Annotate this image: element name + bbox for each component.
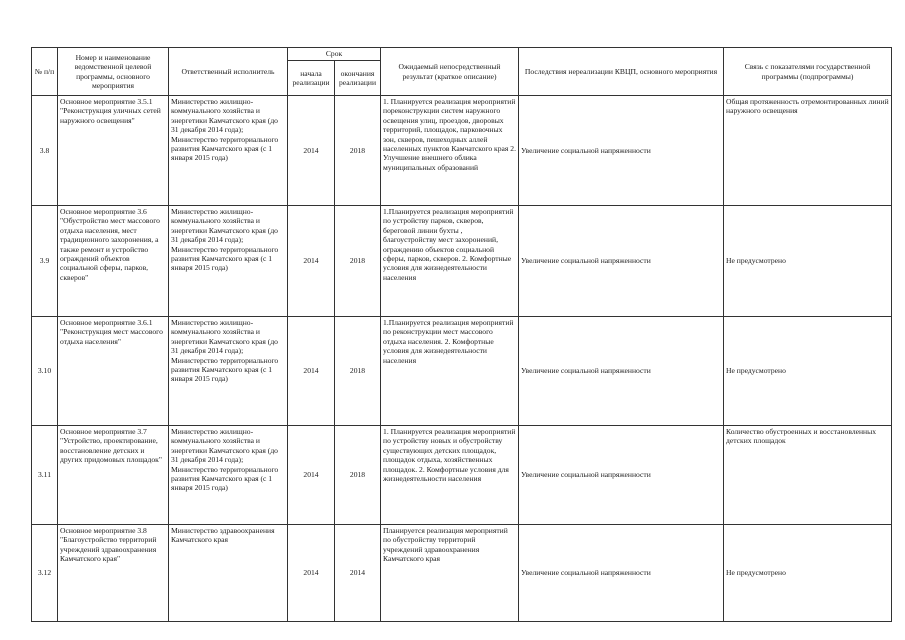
result-cell: 1. Планируется реализация мероприятий по устройству новых и обустройству существующих детских площадок, площадок отдыха, хозяйственных площадок. 2. Комфортные условия для жизнедеятельности населения: [381, 426, 519, 525]
row-number: 3.8: [32, 96, 58, 206]
end-year: 2018: [335, 206, 381, 317]
end-year: 2018: [335, 96, 381, 206]
program-cell: Основное мероприятие 3.6 "Обустройство мест массового отдыха населения, мест традиционного захоронения, а также ремонт и устройство ограждений объектов социальной сферы, парков, скверов": [58, 206, 169, 317]
result-cell: 1.Планируется реализация мероприятий по реконструкции мест массового отдыха населения. 2. Комфортные условия для жизнедеятельности населения: [381, 317, 519, 426]
link-cell: Количество обустроенных и восстановленных детских площадок: [724, 426, 892, 525]
table-row: [32, 96, 892, 206]
executor-cell: Министерство жилищно-коммунального хозяйства и энергетики Камчатского края (до 31 декабря 2014 года); Министерство территориального развития Камчатского края (с 1 января 2015 года): [169, 206, 288, 317]
executor-cell: Министерство жилищно-коммунального хозяйства и энергетики Камчатского края (до 31 декабря 2014 года); Министерство территориального развития Камчатского края (с 1 января 2015 года): [169, 426, 288, 525]
consequences-cell: Увеличение социальной напряженности: [519, 96, 724, 206]
consequences-cell: Увеличение социальной напряженности: [519, 426, 724, 525]
table-row: [32, 525, 892, 622]
start-year: 2014: [288, 317, 335, 426]
header-result: Ожидаемый непосредственный результат (краткое описание): [381, 48, 519, 96]
program-cell: Основное мероприятие 3.5.1 "Реконструкция уличных сетей наружного освещения": [58, 96, 169, 206]
header-term: Срок: [288, 48, 381, 61]
link-cell: Общая протяженность отремонтированных линий наружного освещения: [724, 96, 892, 206]
result-cell: 1.Планируется реализация мероприятий по устройству парков, скверов, береговой линии бухты , благоустройству мест захоронений, ограждению объектов социальной сферы, парков, скверов. 2. Комфортные условия для жизнедеятельности населения: [381, 206, 519, 317]
consequences-cell: Увеличение социальной напряженности: [519, 525, 724, 622]
link-cell: Не предусмотрено: [724, 317, 892, 426]
start-year: 2014: [288, 525, 335, 622]
start-year: 2014: [288, 426, 335, 525]
end-year: 2018: [335, 426, 381, 525]
consequences-cell: Увеличение социальной напряженности: [519, 317, 724, 426]
program-cell: Основное мероприятие 3.6.1 "Реконструкция мест массового отдыха населения": [58, 317, 169, 426]
header-consequences: Последствия нереализации КВЦП, основного мероприятия: [519, 48, 724, 96]
row-number: 3.10: [32, 317, 58, 426]
end-year: 2018: [335, 317, 381, 426]
header-num: № п/п: [32, 48, 58, 96]
executor-cell: Министерство жилищно-коммунального хозяйства и энергетики Камчатского края (до 31 декабря 2014 года); Министерство территориального развития Камчатского края (с 1 января 2015 года): [169, 317, 288, 426]
consequences-cell: Увеличение социальной напряженности: [519, 206, 724, 317]
header-executor: Ответственный исполнитель: [169, 48, 288, 96]
end-year: 2014: [335, 525, 381, 622]
start-year: 2014: [288, 206, 335, 317]
link-cell: Не предусмотрено: [724, 206, 892, 317]
header-start: начала реализации: [288, 61, 335, 96]
program-cell: Основное мероприятие 3.8 "Благоустройство территорий учреждений здравоохранения Камчатского края": [58, 525, 169, 622]
row-number: 3.12: [32, 525, 58, 622]
header-end: окончания реализации: [335, 61, 381, 96]
result-cell: Планируется реализация мероприятий по обустройству территорий учреждений здравоохранения Камчатского края: [381, 525, 519, 622]
header-program: Номер и наименование ведомственной целевой программы, основного мероприятия: [58, 48, 169, 96]
table-row: [32, 206, 892, 317]
row-number: 3.11: [32, 426, 58, 525]
executor-cell: Министерство жилищно-коммунального хозяйства и энергетики Камчатского края (до 31 декабря 2014 года); Министерство территориального развития Камчатского края (с 1 января 2015 года): [169, 96, 288, 206]
header-row: [32, 48, 892, 61]
measures-table: [31, 47, 892, 622]
link-cell: Не предусмотрено: [724, 525, 892, 622]
program-cell: Основное мероприятие 3.7 "Устройство, проектирование, восстановление детских и других придомовых площадок": [58, 426, 169, 525]
row-number: 3.9: [32, 206, 58, 317]
table-row: [32, 426, 892, 525]
result-cell: 1. Планируется реализация мероприятий пореконструкции систем наружного освещения улиц, проездов, дворовых территорий, площадок, парковочных зон, скверов, пешеходных аллей населенных пунктов Камчатского края 2. Улучшение внешнего облика муниципальных образований: [381, 96, 519, 206]
executor-cell: Министерство здравоохранения Камчатского края: [169, 525, 288, 622]
start-year: 2014: [288, 96, 335, 206]
header-link: Связь с показателями государственной программы (подпрограммы): [724, 48, 892, 96]
table-row: [32, 317, 892, 426]
